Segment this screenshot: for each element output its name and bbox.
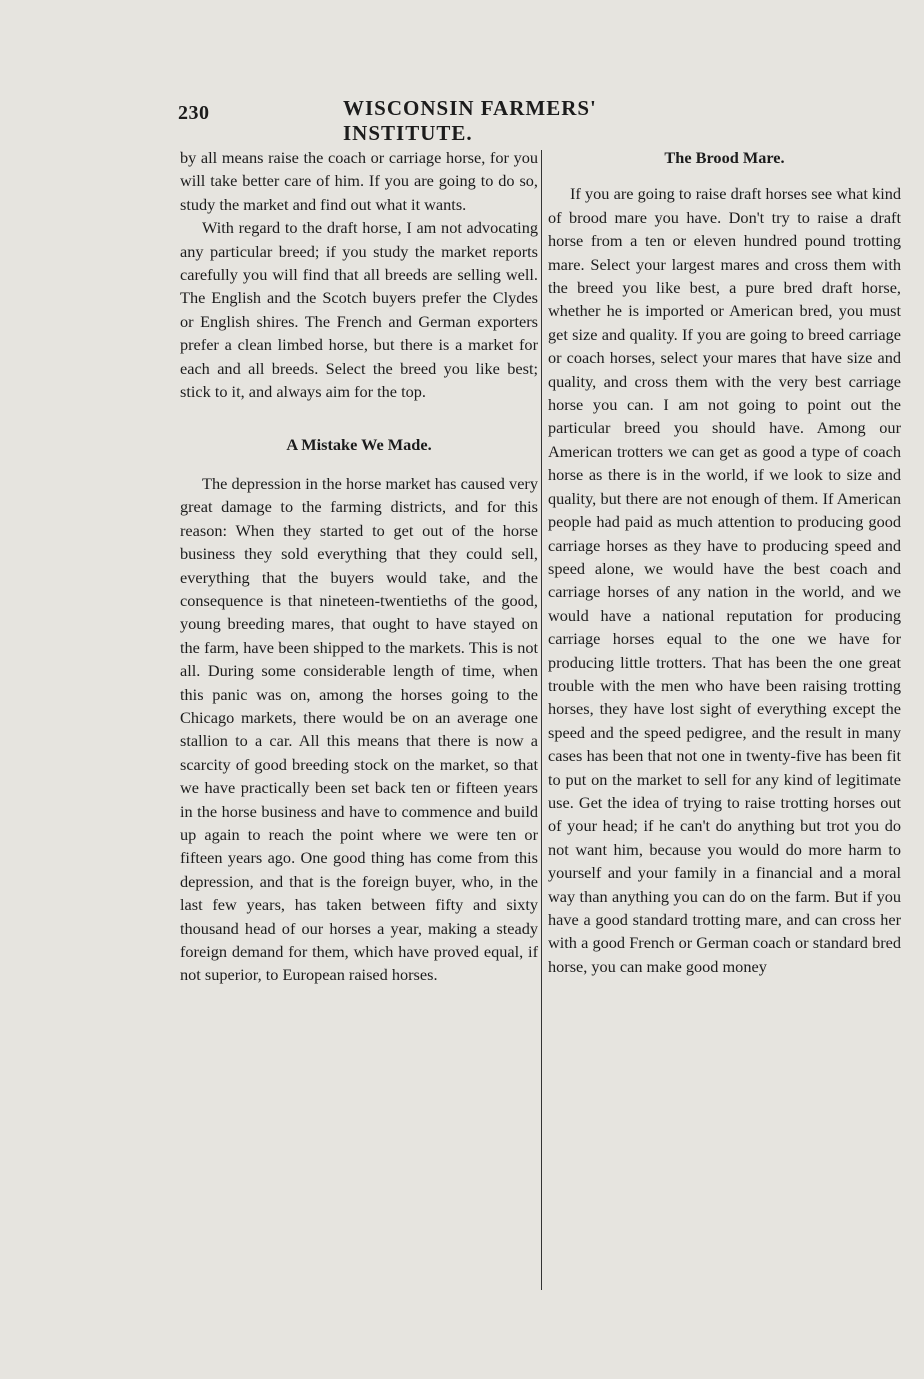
continuation-paragraph: by all means raise the coach or carriage horse, for you will take better care of him. If you are going to do so, study the market and find out what it wants. [180, 148, 538, 214]
section-heading-mistake: A Mistake We Made. [286, 435, 432, 455]
running-title: WISCONSIN FARMERS' INSTITUTE. [343, 96, 597, 145]
column-divider [541, 150, 542, 1290]
brood-mare-paragraph: If you are going to raise draft horses see what kind of brood mare you have. Don't try to raise a draft horse from a ten or eleven hundred pound trotting mare. Select your largest mares and cross them with the breed you like best, a pure bred draft horse, whether he is imported or American bred, you must get size and quality. If you are going to breed carriage or coach horses, select your mares that have size and quality, and cross them with the very best carriage horse you can. I am not going to point out the particular breed you should have. Among our American trotters we can get as good a type of coach horse as there is in the world, if we look to size and quality, but there are not enough of them. If American people had paid as much attention to producing good carriage horses as they have to producing speed and speed alone, we would have the best coach and carriage horses of any nation in the world, and we would have a national reputation for producing carriage horses equal to the one we have for producing little trotters. That has been the one great trouble with the men who have been raising trotting horses, they have lost sight of everything except the speed and the speed pedigree, and the result in many cases has been that not one in twenty-five has been fit to put on the market to sell for any kind of legitimate use. Get the idea of trying to raise trotting horses out of your head; if he can't do anything but trot you do not want him, because you would do more harm to yourself and your family in a financial and a moral way than anything you can do on the farm. But if you have a good standard trotting mare, and can cross her with a good French or German coach or standard bred horse, you can make good money [548, 184, 901, 976]
page-number: 230 [178, 102, 210, 124]
section-heading-brood-mare: The Brood Mare. [664, 148, 785, 167]
depression-paragraph: The depression in the horse market has caused very great damage to the farming districts, and for this reason: When they started to get out of the horse business they sold everything that they could sell, everything that the buyers would take, and the consequence is that nineteen-twentieths of the good, young breeding mares, that ought to have stayed on the farm, have been shipped to the markets. This is not all. During some considerable length of time, when this panic was on, among the horses going to the Chicago markets, there would be on an average one stallion to a car. All this means that there is now a scarcity of good breeding stock on the market, so that we have practically been set back ten or fifteen years in the horse business and have to commence and build up again to reach the point where we were ten or fifteen years ago. One good thing has come from this depression, and that is the foreign buyer, who, in the last few years, has taken between fifty and sixty thousand head of our horses a year, making a steady foreign demand for them, which have proved equal, if not superior, to European raised horses. [180, 473, 538, 985]
right-column [548, 146, 901, 978]
running-header [178, 96, 726, 145]
left-column [180, 146, 538, 987]
draft-horse-paragraph: With regard to the draft horse, I am not advocating any particular breed; if you study the market reports carefully you will find that all breeds are selling well. The English and the Scotch buyers prefer the Clydes or English shires. The French and German exporters prefer a clean limbed horse, but there is a market for each and all breeds. Select the breed you like best; stick to it, and always aim for the top. [180, 218, 538, 402]
